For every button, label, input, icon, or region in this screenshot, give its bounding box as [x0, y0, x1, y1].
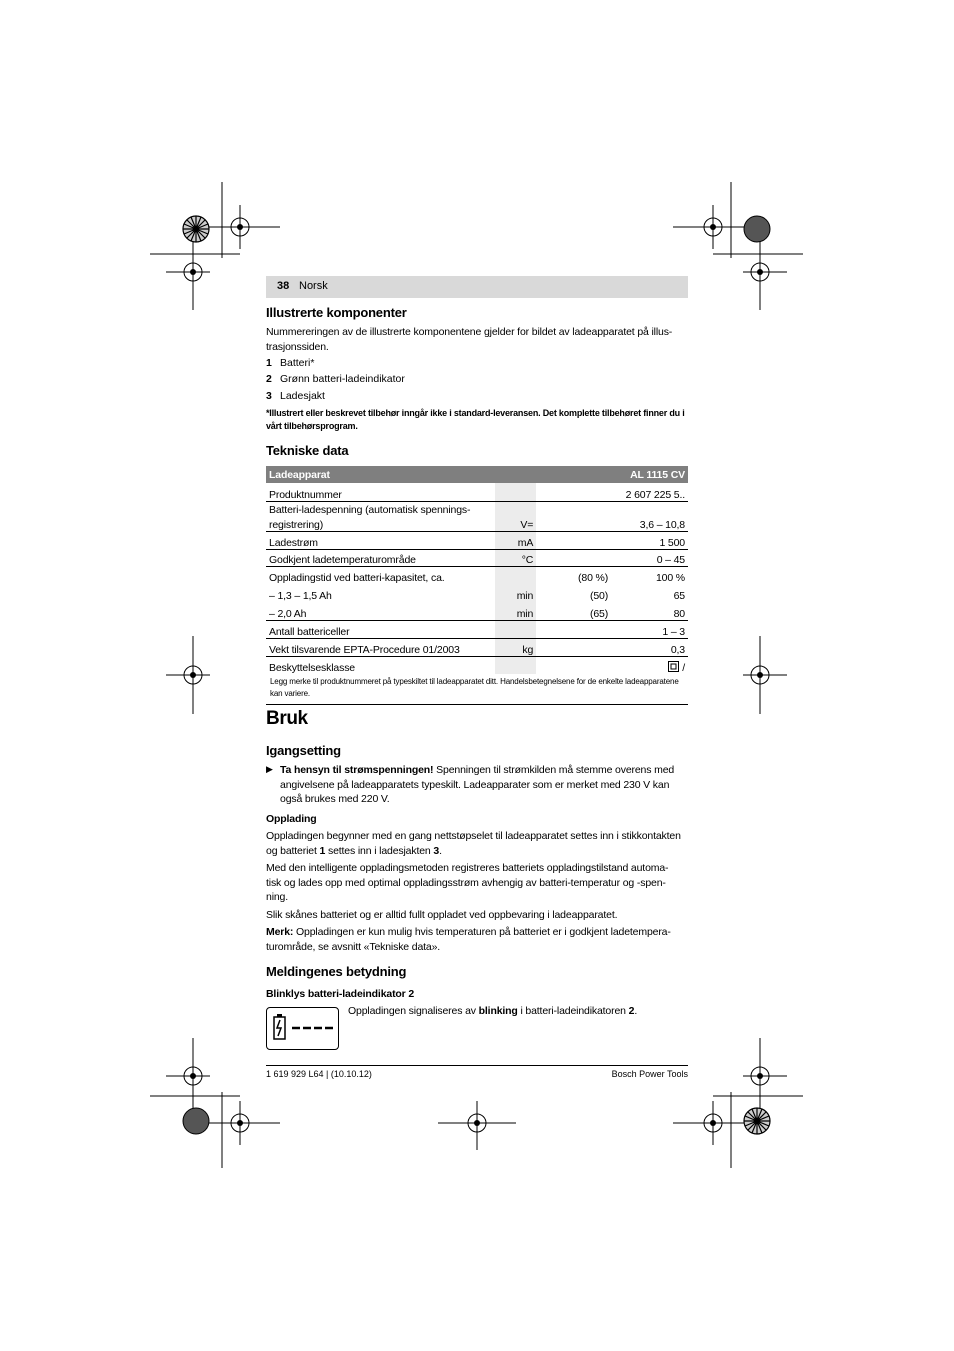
table-row [266, 602, 688, 620]
page-number: 38 [277, 280, 290, 292]
row-value: 65 [673, 590, 685, 602]
row-value [611, 656, 688, 674]
row-unit: kg [495, 638, 536, 656]
paragraph-bold: blinking [478, 1005, 518, 1017]
table-row [266, 656, 688, 674]
warning-bold: Ta hensyn til strømspenningen! [280, 764, 434, 776]
paragraph-text: . [634, 1005, 638, 1017]
row-value-extra [536, 531, 611, 549]
components-heading: Illustrerte komponenter [266, 305, 407, 320]
row-value-extra [536, 656, 611, 674]
table-header-row [266, 466, 688, 483]
warning-text: Spenningen til strømkilden må stemme overens med [433, 764, 675, 776]
paragraph-text: turområde, se avsnitt «Tekniske data». [266, 940, 441, 953]
row-label: Ladestrøm [266, 531, 495, 549]
row-value: 2 607 225 5.. [625, 488, 685, 501]
paragraph [266, 925, 688, 954]
tech-heading: Tekniske data [266, 443, 349, 458]
row-label: Antall battericeller [266, 620, 495, 638]
row-value: 100 % [611, 566, 688, 584]
warning-text: angivelsene på ladeapparatets typeskilt. Ladeapparater som er merket med 230 V kan [280, 778, 670, 791]
paragraph-text: Med den intelligente oppladingsmetoden registreres batteriets oppladingstilstand automa- [266, 862, 669, 874]
blinking-description [348, 1004, 688, 1019]
paragraph-text: settes inn i ladesjakten [325, 844, 434, 857]
paragraph-text: ning. [266, 891, 289, 903]
row-value-extra [536, 638, 611, 656]
paragraph-text: tisk og lades opp med optimal oppladingsstrøm avhengig av batteri-temperatur og -spen- [266, 876, 666, 889]
row-value-extra [536, 549, 611, 566]
row-value [611, 501, 688, 516]
list-item-label: Batteri* [280, 357, 315, 369]
charge-indicator-blinking-icon [266, 1007, 339, 1050]
table-row [266, 584, 688, 602]
row-value: 0,3 [611, 638, 688, 656]
meldinger-heading: Meldingenes betydning [266, 964, 407, 979]
col-label: Ladeapparat [266, 466, 611, 483]
row-unit [495, 483, 536, 501]
row-label: Oppladingstid ved batteri-kapasitet, ca. [266, 566, 495, 584]
row-value-extra [536, 620, 611, 638]
row-value: 0 – 45 [611, 549, 688, 566]
row-label: Beskyttelsesklasse [266, 656, 495, 674]
footer-doc-number: 1 619 929 L64 | (10.10.12) [266, 1069, 372, 1079]
paragraph-text: i batteri-ladeindikatoren [517, 1005, 629, 1017]
row-unit [495, 620, 536, 638]
row-label: Godkjent ladetemperaturområde [266, 549, 495, 566]
divider [266, 704, 688, 705]
row-value: 80 [673, 607, 685, 620]
row-value-extra: (65) [589, 607, 609, 620]
opplading-heading: Opplading [266, 813, 317, 825]
row-unit: min [495, 584, 536, 602]
paragraph [266, 829, 688, 858]
tech-note: Legg merke til produktnummeret på typeskiltet til ladeapparatet ditt. Handelsbetegnelsene for de enkelte ladeapparatene kan variere. [270, 677, 679, 698]
components-intro: Nummereringen av de illustrerte komponentene gjelder for bildet av ladeapparatet på illus-trasjonssiden. [266, 326, 673, 353]
igangsetting-heading: Igangsetting [266, 743, 341, 758]
table-row [266, 531, 688, 549]
list-item-label: Ladesjakt [280, 390, 325, 402]
paragraph [266, 861, 688, 905]
footer-divider [266, 1065, 688, 1066]
paragraph-text: . [439, 844, 442, 857]
paragraph-ref: 1 [319, 844, 326, 857]
row-label: Vekt tilsvarende EPTA-Procedure 01/2003 [266, 638, 495, 656]
row-value: 1 – 3 [611, 620, 688, 638]
page-language: Norsk [299, 280, 328, 292]
row-unit: mA [495, 531, 536, 549]
row-unit: °C [495, 549, 536, 566]
row-value: 1 500 [611, 531, 688, 549]
row-unit: min [495, 602, 536, 620]
list-item-number: 3 [266, 390, 272, 402]
voltage-warning [280, 763, 688, 807]
protection-class-value: / [682, 662, 685, 674]
bullet-triangle-icon: ▶ [266, 764, 273, 774]
list-item [266, 357, 314, 369]
section-title: Bruk [266, 708, 308, 729]
row-label: – 1,3 – 1,5 Ah [269, 590, 332, 602]
table-row [266, 620, 688, 638]
list-item-number: 2 [266, 373, 272, 385]
row-value-extra: (80 %) [536, 566, 611, 584]
row-value-extra [536, 483, 611, 501]
paragraph: Slik skånes batteriet og er alltid fullt oppladet ved oppbevaring i ladeapparatet. [266, 909, 618, 921]
table-row [266, 483, 688, 501]
table-row [266, 638, 688, 656]
list-item [266, 390, 325, 402]
paragraph-text: og batteriet [266, 844, 320, 857]
row-unit [495, 501, 536, 516]
table-row [266, 549, 688, 566]
row-value-extra: (50) [589, 590, 609, 602]
blinklys-heading: Blinklys batteri-ladeindikator 2 [266, 988, 415, 1000]
row-unit: V= [495, 516, 536, 531]
row-label: registrering) [269, 518, 324, 531]
note-bold: Merk: [266, 926, 294, 938]
protection-class-icon [668, 661, 679, 672]
row-unit [495, 656, 536, 674]
paragraph-text: Oppladingen er kun mulig hvis temperaturen på batteriet er i godkjent ladetempera- [293, 926, 671, 938]
paragraph-text: Oppladingen signaliseres av [348, 1005, 479, 1017]
list-item-number: 1 [266, 357, 272, 369]
table-row [266, 516, 688, 531]
paragraph-ref: 2 [628, 1005, 635, 1017]
list-item [266, 373, 405, 385]
paragraph-ref: 3 [433, 844, 440, 857]
warning-text: også brukes med 220 V. [280, 793, 390, 805]
accessory-footnote: *Illustrert eller beskrevet tilbehør inngår ikke i standard-leveransen. Det komplette tilbehøret finner du i vårt tilbehørsprogram. [266, 408, 685, 431]
row-unit [495, 566, 536, 584]
paragraph-text: Oppladingen begynner med en gang nettstøpselet til ladeapparatet settes inn i stikkontakten [266, 830, 681, 842]
page-header [266, 276, 688, 298]
row-label: Produktnummer [269, 488, 342, 501]
table-row [266, 501, 688, 516]
row-value-extra [536, 501, 611, 516]
row-value-extra [536, 516, 611, 531]
footer-brand: Bosch Power Tools [611, 1069, 688, 1079]
list-item-label: Grønn batteri-ladeindikator [280, 373, 405, 385]
row-value: 3,6 – 10,8 [639, 518, 685, 531]
tech-data-table [266, 466, 688, 674]
row-label: – 2,0 Ah [269, 607, 307, 620]
row-label: Batteri-ladespenning (automatisk spennings- [266, 501, 495, 516]
col-model: AL 1115 CV [611, 466, 688, 483]
battery-charging-icon [267, 1008, 338, 1049]
table-row [266, 566, 688, 584]
